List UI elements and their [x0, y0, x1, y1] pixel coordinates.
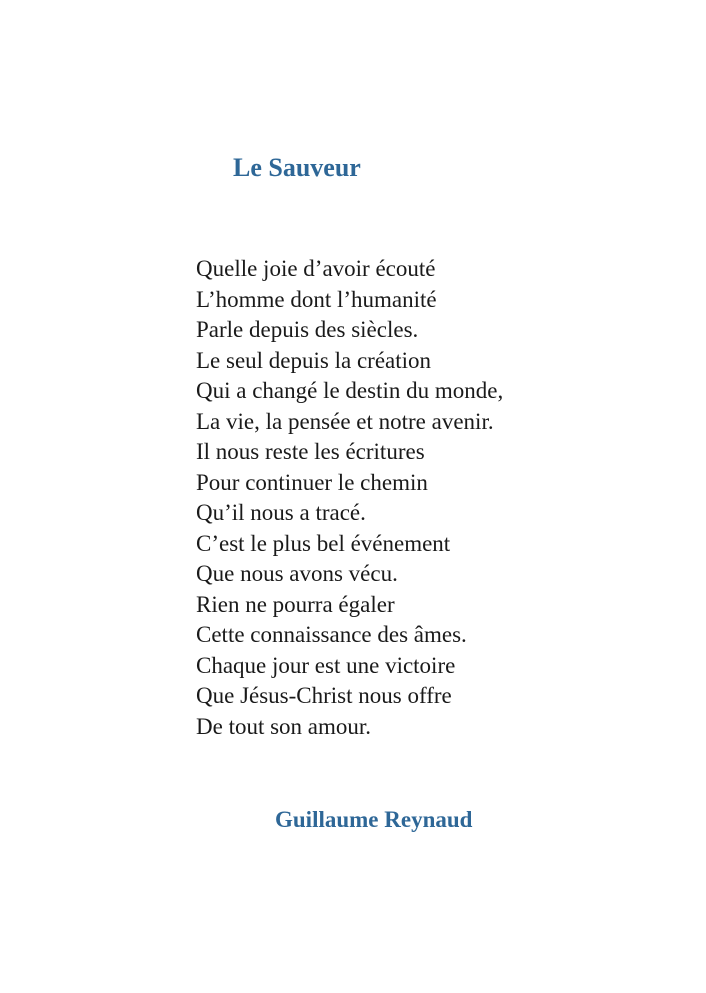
- poem-line: L’homme dont l’humanité: [196, 286, 437, 312]
- poem-line: Qui a changé le destin du monde,: [196, 378, 504, 403]
- poem-line: Le seul depuis la création: [196, 347, 432, 373]
- poem-line: Rien ne pourra égaler: [196, 591, 395, 617]
- poem-body: [196, 254, 503, 742]
- poem-line: Parle depuis des siècles.: [196, 317, 419, 342]
- poem-line: Qu’il nous a tracé.: [196, 500, 366, 525]
- poem-line: Pour continuer le chemin: [196, 469, 428, 495]
- poem-line: De tout son amour.: [196, 713, 372, 739]
- poem-author: Guillaume Reynaud: [275, 807, 473, 832]
- poem-line: Chaque jour est une victoire: [196, 652, 456, 678]
- poem-line: La vie, la pensée et notre avenir.: [196, 408, 494, 434]
- poem-title: Le Sauveur: [233, 153, 361, 182]
- poem-line: Que nous avons vécu.: [196, 561, 398, 586]
- poem-line: Quelle joie d’avoir écouté: [196, 256, 436, 281]
- poem-line: Cette connaissance des âmes.: [196, 622, 467, 647]
- poem-line: Il nous reste les écritures: [196, 439, 425, 464]
- poem-line: Que Jésus-Christ nous offre: [196, 683, 452, 708]
- poem-line: C’est le plus bel événement: [196, 530, 451, 556]
